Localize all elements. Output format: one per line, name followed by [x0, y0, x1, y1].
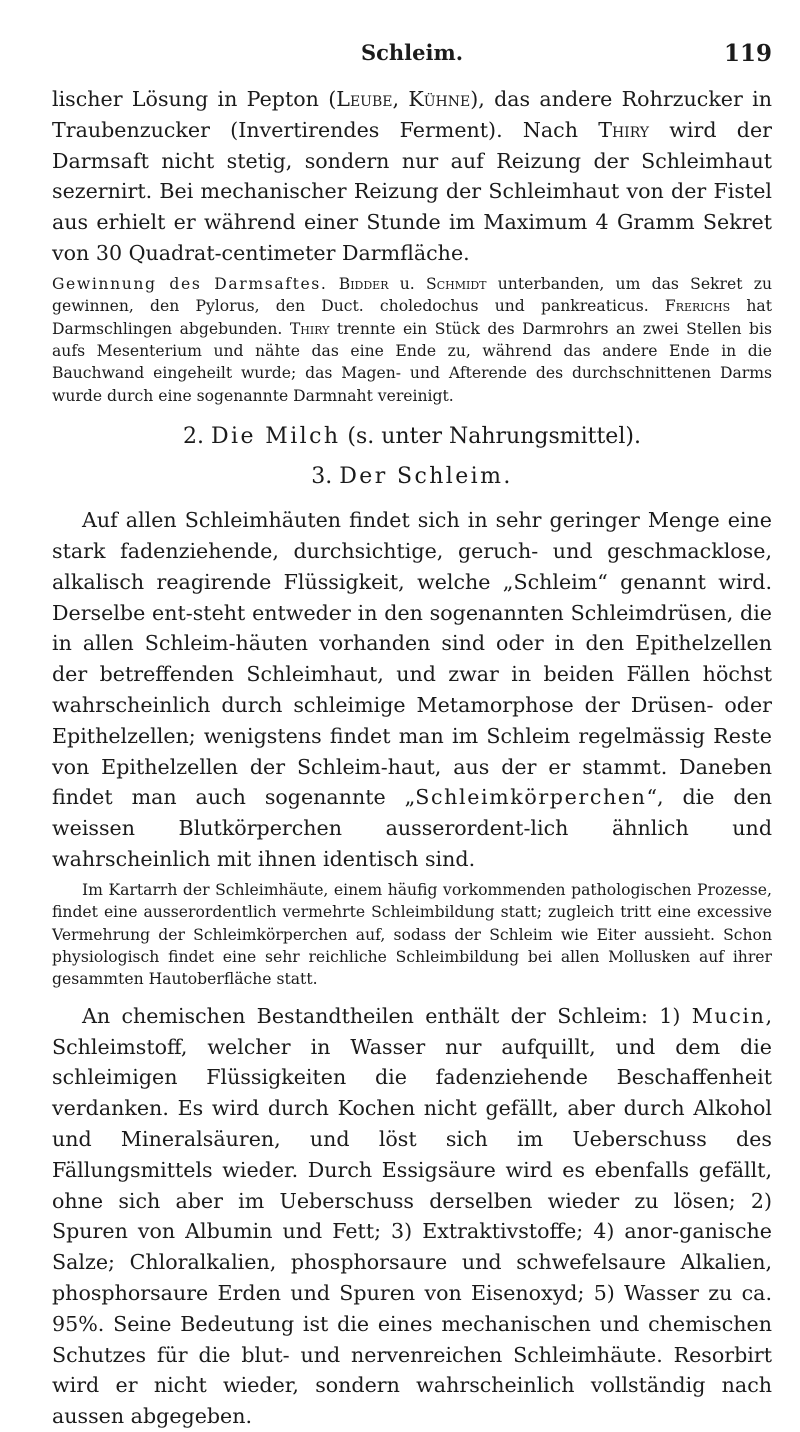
- author-name: Thiry: [598, 117, 650, 142]
- text-segment: ,: [392, 87, 409, 111]
- heading-number: 3.: [311, 464, 340, 490]
- emphasis-term: Mucin: [691, 1003, 766, 1028]
- section-heading-milch: [52, 417, 772, 457]
- note-katarrh: [52, 879, 772, 991]
- emphasis-term: Schleimkörperchen: [415, 785, 647, 810]
- running-head: [52, 40, 772, 84]
- text-segment: , Schleimstoff, welcher in Wasser nur aufquillt, und dem die schleimigen Flüssigkeiten die fadenziehende Beschaffenheit verdanken. Es wird durch Kochen nicht gefällt, aber durch Alkohol und Mineralsäuren, und löst sich im Ueberschuss des Fällungsmittels wieder. Durch Essigsäure wird es ebenfalls gefällt, ohne sich aber im Ueberschuss derselben wieder zu lösen; 2) Spuren von Albumin und Fett; 3) Extraktivstoffe; 4) anor-ganische Salze; Chloralkalien, phosphorsaure und schwefelsaure Alkalien, phosphorsaure Erden und Spuren von Eisenoxyd; 5) Wasser zu ca. 95%. Seine Bedeutung ist die eines mechanischen und chemischen Schutzes für die blut- und nervenreichen Schleimhäute. Resorbirt wird er nicht wieder, sondern wahrscheinlich vollständig nach aussen abgegeben.: [52, 1003, 772, 1429]
- book-page: [52, 40, 772, 1432]
- text-segment: unterbanden, um das Sekret zu gewinnen, den Pylorus, den Duct. choledochus und pankreaticus.: [52, 274, 772, 316]
- section-heading-schleim: [52, 457, 772, 497]
- author-name: Leube: [336, 87, 393, 111]
- text-segment: “, die den weissen Blutkörperchen ausserordent-lich ähnlich und wahrscheinlich mit ihnen identisch sind.: [52, 785, 772, 871]
- heading-number: 2.: [183, 424, 212, 450]
- heading-title: Die Milch: [211, 424, 341, 450]
- text-segment: u.: [388, 274, 427, 293]
- note-heading: Gewinnung des Darmsaftes.: [52, 274, 328, 293]
- author-name: Kühne: [408, 87, 471, 111]
- text-segment: Auf allen Schleimhäuten findet sich in sehr geringer Menge eine stark fadenziehende, durchsichtige, geruch- und geschmacklose, alkalisch reagirende Flüssigkeit, welche „Schleim“ genannt wird. Derselbe ent-steht entweder in den sogenannten Schleimdrüsen, die in allen Schleim-häuten vorhanden sind oder in den Epithelzellen der betreffenden Schleimhaut, und zwar in beiden Fällen höchst wahrscheinlich durch schleimige Metamorphose der Drüsen- oder Epithelzellen; wenigstens findet man im Schleim regelmässig Reste von Epithelzellen der Schleim-haut, aus der er stammt. Daneben findet man auch sogenannte „: [52, 508, 772, 810]
- text-segment: ), das andere Rohrzucker in Traubenzucker (Invertirendes Ferment). Nach: [52, 87, 772, 142]
- page-number: 119: [723, 40, 772, 67]
- text-segment: hat Darmschlingen abgebunden.: [52, 297, 772, 338]
- author-name: Thiry: [289, 319, 330, 338]
- author-name: Bidder: [338, 274, 389, 293]
- text-segment: wird der Darmsaft nicht stetig, sondern nur auf Reizung der Schleimhaut sezernirt. Bei mechanischer Reizung der Schleimhaut von der Fistel aus erhielt er während einer Stunde im Maximum 4 Gramm Sekret von 30 Quadrat-centimeter Darmfläche.: [52, 117, 772, 265]
- note-gewinnung: [52, 273, 772, 407]
- heading-note: (s. unter Nahrungsmittel).: [340, 424, 641, 450]
- text-segment: trennte ein Stück des Darmrohrs an zwei Stellen bis aufs Mesenterium und nähte das eine Ende zu, während das andere Ende in die Bauchwand eingeheilt wurde; das Magen- und Afterende des durchschnittenen Darms wurde durch eine sogenannte Darmnaht vereinigt.: [52, 319, 773, 405]
- text-segment: Im Kartarrh der Schleimhäute, einem häufig vorkommenden pathologischen Prozesse, findet eine ausserordentlich vermehrte Schleimbildung statt; zugleich tritt eine excessive Vermehrung der Schleimkörperchen auf, sodass der Schleim wie Eiter aussieht. Schon physiologisch findet eine sehr reichliche Schleimbildung bei allen Mollusken auf ihrer gesammten Hautoberfläche statt.: [52, 880, 772, 989]
- paragraph-bestandtheile: [52, 1001, 772, 1432]
- heading-title: Der Schleim.: [339, 464, 513, 490]
- author-name: Schmidt: [426, 274, 487, 293]
- author-name: Frerichs: [664, 297, 731, 316]
- text-segment: [327, 275, 338, 293]
- paragraph-schleim: [52, 505, 772, 875]
- text-segment: lischer Lösung in Pepton (: [52, 87, 337, 111]
- running-title: Schleim.: [360, 40, 464, 65]
- paragraph-darmsaft: [52, 84, 772, 269]
- text-segment: An chemischen Bestandtheilen enthält der Schleim: 1): [82, 1003, 692, 1028]
